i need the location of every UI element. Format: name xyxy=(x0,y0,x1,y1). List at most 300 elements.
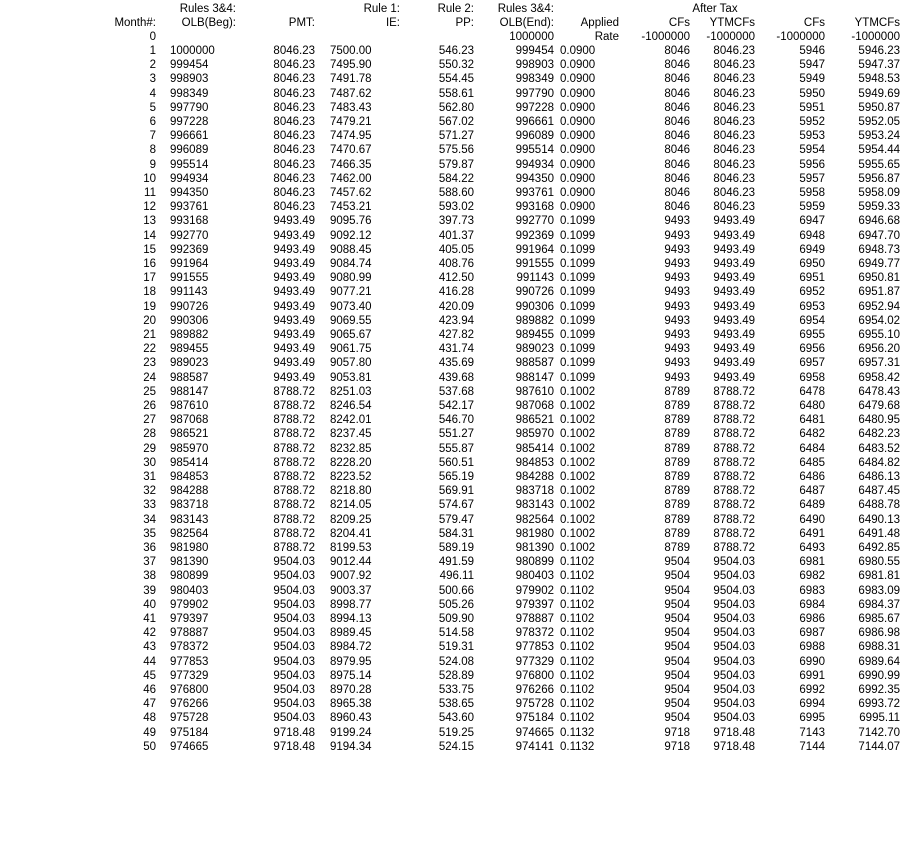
cell-ytmcfs-after-tax: 6947.70 xyxy=(858,229,900,242)
cell-cfs: 8789 xyxy=(664,414,690,427)
cell-month: 43 xyxy=(143,641,156,654)
cell-ie: 8199.53 xyxy=(330,542,372,554)
cell-cfs: 9493 xyxy=(664,329,690,341)
cell-olb-beg: 981390 xyxy=(170,556,209,569)
cell-pmt: 9504.03 xyxy=(273,570,315,583)
cell-pmt: 9493.49 xyxy=(273,343,315,356)
cell-ie: 7466.35 xyxy=(330,158,372,171)
cell-ie: 7479.21 xyxy=(330,116,372,128)
cell-cfs-after-tax: 6994 xyxy=(799,698,825,711)
cell-ytmcfs: 8788.72 xyxy=(713,385,755,398)
cell-pp: 519.31 xyxy=(438,641,474,654)
table-row xyxy=(0,442,915,456)
cell-cfs: 9493 xyxy=(664,258,690,270)
cell-month: 40 xyxy=(143,598,156,611)
cell-olb-end: 988147 xyxy=(515,371,554,384)
header-pmt: PMT: xyxy=(288,17,315,29)
cell-pmt: 9493.49 xyxy=(273,272,315,285)
cell-ie: 8975.14 xyxy=(330,669,372,682)
cell-pp: 533.75 xyxy=(438,684,474,696)
cell-cfs: 8789 xyxy=(664,442,690,455)
cell-pmt: 9504.03 xyxy=(273,613,315,625)
cell-ytmcfs-after-tax: 5947.37 xyxy=(858,59,900,72)
cell-ytmcfs: 9504.03 xyxy=(713,598,755,611)
cell-ytmcfs: 8046.23 xyxy=(713,130,755,143)
cell-cfs-after-tax: 7143 xyxy=(799,726,825,739)
cell-pmt: 8046.23 xyxy=(273,59,315,72)
cell-ytmcfs-after-tax: 6487.45 xyxy=(858,485,900,498)
cell-ytmcfs: 9504.03 xyxy=(713,669,755,682)
cell-pmt: 8046.23 xyxy=(273,45,315,57)
cell-olb-beg: 993761 xyxy=(170,201,209,214)
table-row xyxy=(0,470,915,484)
initial-cfs-after-tax: -1000000 xyxy=(776,31,825,43)
cell-cfs: 8046 xyxy=(664,116,690,128)
cell-applied-rate: 0.0900 xyxy=(560,187,596,199)
cell-ie: 8994.13 xyxy=(330,613,372,625)
cell-cfs: 8789 xyxy=(664,456,690,469)
cell-pp: 571.27 xyxy=(438,130,474,143)
cell-ytmcfs-after-tax: 5956.87 xyxy=(858,172,900,185)
header-row-1 xyxy=(0,2,915,16)
cell-olb-beg: 997790 xyxy=(170,101,209,114)
cell-cfs-after-tax: 5953 xyxy=(799,130,825,143)
cell-month: 23 xyxy=(143,357,156,370)
cell-olb-end: 986521 xyxy=(515,414,554,427)
cell-olb-end: 998349 xyxy=(515,73,554,86)
cell-ytmcfs-after-tax: 6951.87 xyxy=(858,286,900,299)
cell-ytmcfs: 9504.03 xyxy=(713,584,755,597)
cell-applied-rate: 0.1102 xyxy=(560,698,595,711)
cell-pmt: 8046.23 xyxy=(273,116,315,128)
cell-ytmcfs-after-tax: 6989.64 xyxy=(858,655,900,668)
table-row xyxy=(0,711,915,725)
cell-ie: 8237.45 xyxy=(330,428,372,441)
cell-ytmcfs: 9504.03 xyxy=(713,556,755,569)
cell-olb-end: 978887 xyxy=(515,613,554,625)
header-after-tax: After Tax xyxy=(692,3,738,15)
cell-ie: 7495.90 xyxy=(330,59,372,72)
cell-pmt: 9504.03 xyxy=(273,655,315,668)
cell-pmt: 9504.03 xyxy=(273,669,315,682)
cell-applied-rate: 0.0900 xyxy=(560,116,596,128)
cell-ytmcfs: 8788.72 xyxy=(713,442,755,455)
cell-cfs: 9504 xyxy=(664,598,690,611)
cell-ie: 7453.21 xyxy=(330,201,372,214)
table-row xyxy=(0,527,915,541)
cell-pp: 562.80 xyxy=(438,101,474,114)
cell-ie: 8223.52 xyxy=(330,471,372,483)
cell-olb-end: 987610 xyxy=(515,385,554,398)
cell-cfs-after-tax: 5951 xyxy=(799,101,825,114)
cell-olb-end: 984853 xyxy=(515,456,554,469)
cell-cfs-after-tax: 5946 xyxy=(799,45,825,57)
cell-month: 45 xyxy=(143,669,156,682)
cell-olb-end: 975728 xyxy=(515,698,554,711)
cell-ytmcfs: 9493.49 xyxy=(713,258,755,270)
cell-cfs-after-tax: 5952 xyxy=(799,116,825,128)
cell-month: 22 xyxy=(143,343,156,356)
cell-cfs-after-tax: 6486 xyxy=(799,471,825,483)
cell-ytmcfs-after-tax: 6984.37 xyxy=(858,598,900,611)
cell-ie: 9069.55 xyxy=(330,314,372,327)
cell-olb-beg: 976800 xyxy=(170,684,209,696)
cell-month: 19 xyxy=(143,300,156,313)
cell-cfs-after-tax: 6484 xyxy=(799,442,825,455)
cell-ie: 8989.45 xyxy=(330,627,372,640)
cell-month: 3 xyxy=(149,73,156,86)
cell-ie: 8960.43 xyxy=(330,712,372,725)
cell-ytmcfs-after-tax: 6483.52 xyxy=(858,442,900,455)
cell-ytmcfs-after-tax: 6986.98 xyxy=(858,627,900,640)
cell-month: 14 xyxy=(143,229,156,242)
cell-olb-end: 985970 xyxy=(515,428,554,441)
cell-ie: 8204.41 xyxy=(330,527,372,540)
cell-cfs-after-tax: 5947 xyxy=(799,59,825,72)
cell-ytmcfs-after-tax: 6985.67 xyxy=(858,613,900,625)
table-row xyxy=(0,158,915,172)
cell-ytmcfs-after-tax: 6492.85 xyxy=(858,542,900,554)
cell-applied-rate: 0.1099 xyxy=(560,286,596,299)
initial-olb-end: 1000000 xyxy=(509,31,554,43)
cell-month: 49 xyxy=(143,726,156,739)
cell-applied-rate: 0.1002 xyxy=(560,414,596,427)
cell-pmt: 9718.48 xyxy=(273,726,315,739)
cell-applied-rate: 0.1102 xyxy=(560,598,595,611)
cell-pp: 397.73 xyxy=(438,215,474,228)
cell-ytmcfs-after-tax: 5953.24 xyxy=(858,130,900,143)
cell-olb-end: 977853 xyxy=(515,641,554,654)
cell-applied-rate: 0.1002 xyxy=(560,400,596,412)
cell-olb-beg: 985414 xyxy=(170,456,209,469)
cell-month: 18 xyxy=(143,286,156,299)
cell-applied-rate: 0.0900 xyxy=(560,201,596,214)
cell-olb-beg: 998903 xyxy=(170,73,209,86)
cell-month: 35 xyxy=(143,527,156,540)
cell-olb-end: 985414 xyxy=(515,442,554,455)
cell-olb-end: 980899 xyxy=(515,556,554,569)
header-olb-end-rule: Rules 3&4: xyxy=(497,3,554,15)
cell-olb-beg: 989882 xyxy=(170,329,209,341)
cell-olb-end: 974665 xyxy=(515,726,554,739)
cell-ytmcfs-after-tax: 6952.94 xyxy=(858,300,900,313)
cell-ytmcfs: 8046.23 xyxy=(713,73,755,86)
cell-ytmcfs: 9493.49 xyxy=(713,286,755,299)
cell-cfs: 9493 xyxy=(664,314,690,327)
cell-pmt: 8046.23 xyxy=(273,187,315,199)
cell-olb-beg: 974665 xyxy=(170,740,209,753)
cell-cfs-after-tax: 6984 xyxy=(799,598,825,611)
cell-applied-rate: 0.1132 xyxy=(560,740,595,753)
cell-olb-end: 996089 xyxy=(515,130,554,143)
table-row xyxy=(0,569,915,583)
cell-ytmcfs-after-tax: 7144.07 xyxy=(858,740,900,753)
cell-ytmcfs: 8788.72 xyxy=(713,499,755,512)
cell-ytmcfs-after-tax: 5949.69 xyxy=(858,87,900,100)
cell-ytmcfs: 8788.72 xyxy=(713,485,755,498)
table-row xyxy=(0,697,915,711)
cell-pp: 416.28 xyxy=(438,286,474,299)
cell-month: 34 xyxy=(143,513,156,526)
cell-applied-rate: 0.1099 xyxy=(560,314,596,327)
cell-pp: 500.66 xyxy=(438,584,474,597)
cell-ytmcfs: 9493.49 xyxy=(713,314,755,327)
cell-ytmcfs-after-tax: 5955.65 xyxy=(858,158,900,171)
table-row xyxy=(0,44,915,58)
table-row xyxy=(0,172,915,186)
cell-ytmcfs: 9504.03 xyxy=(713,570,755,583)
cell-olb-end: 988587 xyxy=(515,357,554,370)
cell-olb-beg: 986521 xyxy=(170,428,209,441)
cell-cfs-after-tax: 6955 xyxy=(799,329,825,341)
cell-olb-end: 974141 xyxy=(515,740,554,753)
cell-pmt: 8788.72 xyxy=(273,542,315,554)
cell-pmt: 8046.23 xyxy=(273,201,315,214)
cell-cfs: 8789 xyxy=(664,527,690,540)
cell-month: 17 xyxy=(143,272,156,285)
cell-pmt: 9504.03 xyxy=(273,641,315,654)
cell-olb-beg: 999454 xyxy=(170,59,209,72)
cell-ytmcfs: 9718.48 xyxy=(713,726,755,739)
cell-pp: 427.82 xyxy=(438,329,474,341)
cell-ytmcfs: 8046.23 xyxy=(713,87,755,100)
cell-pp: 408.76 xyxy=(438,258,474,270)
cell-ytmcfs: 9493.49 xyxy=(713,343,755,356)
cell-pp: 423.94 xyxy=(438,314,474,327)
cell-cfs: 8789 xyxy=(664,513,690,526)
cell-applied-rate: 0.1099 xyxy=(560,343,596,356)
cell-olb-end: 992369 xyxy=(515,229,554,242)
cell-pmt: 9504.03 xyxy=(273,556,315,569)
cell-cfs-after-tax: 6991 xyxy=(799,669,825,682)
cell-ytmcfs-after-tax: 6491.48 xyxy=(858,527,900,540)
table-row xyxy=(0,740,915,754)
cell-month: 15 xyxy=(143,243,156,256)
cell-cfs-after-tax: 5954 xyxy=(799,144,825,157)
table-row xyxy=(0,356,915,370)
cell-ie: 9084.74 xyxy=(330,258,372,270)
cell-olb-end: 982564 xyxy=(515,513,554,526)
cell-pp: 588.60 xyxy=(438,187,474,199)
cell-ie: 8242.01 xyxy=(330,414,372,427)
cell-cfs: 8789 xyxy=(664,499,690,512)
cell-ie: 9194.34 xyxy=(330,740,372,753)
cell-ie: 8979.95 xyxy=(330,655,372,668)
cell-ytmcfs: 9493.49 xyxy=(713,215,755,228)
cell-ytmcfs-after-tax: 6958.42 xyxy=(858,371,900,384)
table-row xyxy=(0,87,915,101)
cell-ytmcfs: 8788.72 xyxy=(713,542,755,554)
cell-month: 28 xyxy=(143,428,156,441)
table-row xyxy=(0,129,915,143)
cell-olb-end: 979902 xyxy=(515,584,554,597)
cell-olb-beg: 978887 xyxy=(170,627,209,640)
cell-pmt: 8046.23 xyxy=(273,158,315,171)
table-row xyxy=(0,598,915,612)
cell-ytmcfs-after-tax: 6950.81 xyxy=(858,272,900,285)
cell-olb-beg: 987610 xyxy=(170,400,209,412)
cell-ytmcfs: 9504.03 xyxy=(713,684,755,696)
cell-ytmcfs-after-tax: 6949.77 xyxy=(858,258,900,270)
cell-ytmcfs-after-tax: 6955.10 xyxy=(858,329,900,341)
cell-ie: 8228.20 xyxy=(330,456,372,469)
table-row xyxy=(0,342,915,356)
cell-pp: 555.87 xyxy=(438,442,474,455)
cell-applied-rate: 0.1002 xyxy=(560,471,596,483)
cell-month: 42 xyxy=(143,627,156,640)
cell-cfs-after-tax: 6953 xyxy=(799,300,825,313)
cell-ie: 8965.38 xyxy=(330,698,372,711)
table-row xyxy=(0,143,915,157)
cell-cfs: 9504 xyxy=(664,627,690,640)
cell-pp: 435.69 xyxy=(438,357,474,370)
cell-cfs: 8789 xyxy=(664,471,690,483)
cell-pp: 401.37 xyxy=(438,229,474,242)
cell-cfs-after-tax: 5958 xyxy=(799,187,825,199)
cell-olb-beg: 975184 xyxy=(170,726,209,739)
cell-applied-rate: 0.0900 xyxy=(560,45,596,57)
cell-ytmcfs-after-tax: 6948.73 xyxy=(858,243,900,256)
cell-cfs: 9493 xyxy=(664,300,690,313)
cell-ytmcfs-after-tax: 6957.31 xyxy=(858,357,900,370)
cell-olb-end: 989882 xyxy=(515,314,554,327)
cell-ie: 8970.28 xyxy=(330,684,372,696)
cell-pp: 543.60 xyxy=(438,712,474,725)
table-row xyxy=(0,58,915,72)
cell-applied-rate: 0.1002 xyxy=(560,485,596,498)
cell-applied-rate: 0.1099 xyxy=(560,243,596,256)
cell-pmt: 9493.49 xyxy=(273,286,315,299)
cell-olb-end: 999454 xyxy=(515,45,554,57)
cell-olb-beg: 980403 xyxy=(170,584,209,597)
table-row xyxy=(0,456,915,470)
cell-pmt: 8046.23 xyxy=(273,144,315,157)
cell-cfs: 9718 xyxy=(664,726,690,739)
cell-applied-rate: 0.1099 xyxy=(560,215,596,228)
cell-ytmcfs: 9504.03 xyxy=(713,627,755,640)
cell-cfs-after-tax: 6482 xyxy=(799,428,825,441)
cell-ie: 9065.67 xyxy=(330,329,372,341)
table-row xyxy=(0,257,915,271)
cell-olb-end: 994350 xyxy=(515,172,554,185)
cell-ytmcfs: 8046.23 xyxy=(713,45,755,57)
header-ytmcfs-after-tax: YTMCFs xyxy=(854,17,900,29)
cell-olb-end: 989023 xyxy=(515,343,554,356)
cell-cfs: 8789 xyxy=(664,428,690,441)
cell-olb-beg: 983143 xyxy=(170,513,209,526)
cell-pp: 546.23 xyxy=(438,45,474,57)
cell-ytmcfs-after-tax: 6990.99 xyxy=(858,669,900,682)
table-row xyxy=(0,584,915,598)
cell-ie: 8218.80 xyxy=(330,485,372,498)
cell-ytmcfs: 8788.72 xyxy=(713,471,755,483)
cell-month: 24 xyxy=(143,371,156,384)
cell-olb-end: 994934 xyxy=(515,158,554,171)
cell-ytmcfs-after-tax: 6981.81 xyxy=(858,570,900,583)
cell-month: 44 xyxy=(143,655,156,668)
table-row xyxy=(0,612,915,626)
cell-cfs-after-tax: 5949 xyxy=(799,73,825,86)
cell-pmt: 9504.03 xyxy=(273,627,315,640)
cell-cfs: 9504 xyxy=(664,641,690,654)
cell-pp: 575.56 xyxy=(438,144,474,157)
cell-month: 37 xyxy=(143,556,156,569)
cell-pp: 524.08 xyxy=(438,655,474,668)
cell-cfs: 8789 xyxy=(664,485,690,498)
cell-olb-beg: 996661 xyxy=(170,130,209,143)
header-ie: IE: xyxy=(385,17,400,29)
cell-cfs-after-tax: 5956 xyxy=(799,158,825,171)
cell-month: 50 xyxy=(143,740,156,753)
cell-olb-beg: 998349 xyxy=(170,87,209,100)
cell-cfs: 8046 xyxy=(664,144,690,157)
cell-cfs-after-tax: 6493 xyxy=(799,542,825,554)
cell-applied-rate: 0.1102 xyxy=(560,684,595,696)
cell-ytmcfs: 8788.72 xyxy=(713,428,755,441)
cell-month: 1 xyxy=(149,45,156,57)
cell-cfs-after-tax: 6956 xyxy=(799,343,825,356)
cell-ie: 8209.25 xyxy=(330,513,372,526)
cell-month: 12 xyxy=(143,201,156,214)
cell-ytmcfs: 8788.72 xyxy=(713,456,755,469)
cell-olb-end: 987068 xyxy=(515,400,554,412)
cell-cfs-after-tax: 6982 xyxy=(799,570,825,583)
cell-ie: 8984.72 xyxy=(330,641,372,654)
cell-applied-rate: 0.1099 xyxy=(560,300,596,313)
cell-pp: 519.25 xyxy=(438,726,474,739)
cell-pmt: 9493.49 xyxy=(273,215,315,228)
cell-ie: 7500.00 xyxy=(330,45,372,57)
cell-cfs: 8046 xyxy=(664,201,690,214)
table-row xyxy=(0,371,915,385)
cell-ytmcfs-after-tax: 6479.68 xyxy=(858,400,900,412)
cell-pp: 560.51 xyxy=(438,456,474,469)
cell-ytmcfs: 8046.23 xyxy=(713,158,755,171)
cell-olb-beg: 988147 xyxy=(170,385,209,398)
cell-applied-rate: 0.1099 xyxy=(560,371,596,384)
cell-ytmcfs: 9504.03 xyxy=(713,641,755,654)
cell-olb-beg: 991143 xyxy=(170,286,208,299)
cell-ie: 9080.99 xyxy=(330,272,372,285)
table-row xyxy=(0,399,915,413)
cell-ie: 8214.05 xyxy=(330,499,372,512)
cell-cfs: 9493 xyxy=(664,215,690,228)
cell-cfs: 9493 xyxy=(664,243,690,256)
table-row xyxy=(0,328,915,342)
cell-pmt: 8046.23 xyxy=(273,73,315,86)
cell-ytmcfs: 9493.49 xyxy=(713,243,755,256)
cell-cfs: 8789 xyxy=(664,400,690,412)
month-zero: 0 xyxy=(149,31,156,43)
cell-applied-rate: 0.1102 xyxy=(560,556,595,569)
cell-month: 7 xyxy=(149,130,156,143)
cell-olb-end: 983718 xyxy=(515,485,554,498)
cell-pp: 569.91 xyxy=(438,485,474,498)
cell-applied-rate: 0.0900 xyxy=(560,59,596,72)
cell-olb-beg: 1000000 xyxy=(170,45,215,57)
cell-pp: 439.68 xyxy=(438,371,474,384)
cell-applied-rate: 0.0900 xyxy=(560,158,596,171)
cell-olb-beg: 991964 xyxy=(170,258,209,270)
cell-applied-rate: 0.1002 xyxy=(560,385,596,398)
cell-pmt: 8046.23 xyxy=(273,87,315,100)
cell-olb-beg: 980899 xyxy=(170,570,209,583)
cell-olb-beg: 992770 xyxy=(170,229,209,242)
cell-pp: 542.17 xyxy=(438,400,474,412)
cell-cfs: 9718 xyxy=(664,740,690,753)
cell-ytmcfs: 8788.72 xyxy=(713,513,755,526)
cell-cfs: 9493 xyxy=(664,343,690,356)
